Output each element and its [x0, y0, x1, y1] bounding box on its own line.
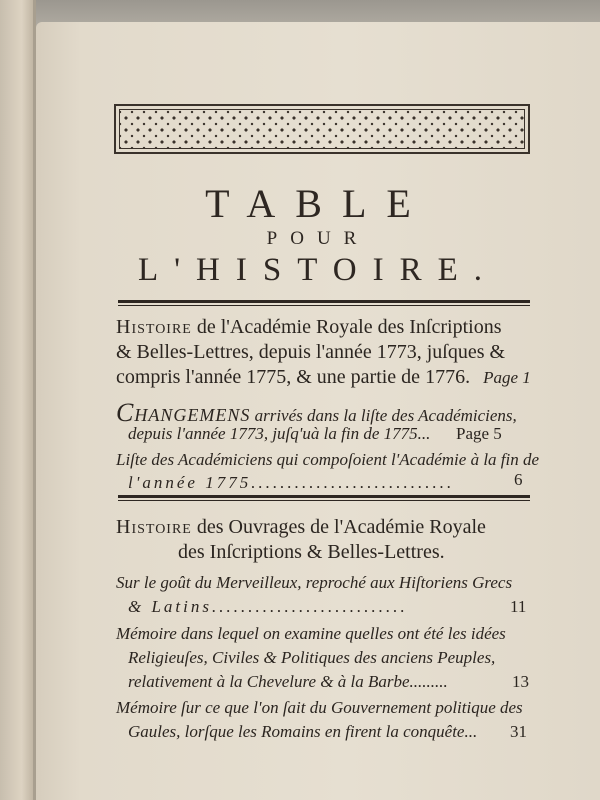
entry-line: Gaules, lorſque les Romains en firent la conquête...	[128, 722, 478, 741]
entry-line: Mémoire dans lequel on examine quelles ont été les idées	[116, 624, 506, 643]
page-number: Page 5	[456, 424, 502, 443]
title-histoire: L'HISTOIRE.	[137, 252, 499, 288]
entry-line: Mémoire ſur ce que l'on ſait du Gouvernement politique des	[116, 698, 523, 717]
title-pour: POUR	[266, 228, 370, 249]
entry-line	[116, 316, 501, 339]
entry-line	[128, 597, 408, 617]
page-number: Page 1	[483, 368, 531, 387]
entry-line	[116, 366, 531, 389]
book-page	[36, 22, 600, 800]
entry-lead: Histoire	[116, 316, 192, 338]
entry-text: & Latins...........................	[128, 597, 408, 616]
entry-line: Liſte des Académiciens qui compoſoient l'Académie à la fin de	[116, 450, 540, 469]
entry-text: l'année 1775............................	[128, 473, 455, 492]
page-number: 31	[510, 722, 527, 741]
title-table: TABLE	[205, 181, 431, 226]
divider-rule-thin	[118, 305, 530, 306]
facing-page-edge	[0, 0, 36, 800]
entry-line: relativement à la Chevelure & à la Barbe.........	[128, 672, 448, 691]
page-number: 6	[514, 470, 523, 489]
page-number: 11	[510, 597, 527, 616]
divider-rule-thin	[118, 500, 530, 501]
entry-text: arrivés dans la liſte des Académiciens,	[250, 406, 517, 425]
entry-text: des Ouvrages de l'Académie Royale	[191, 516, 486, 538]
page-number: 13	[512, 672, 529, 691]
entry-text: compris l'année 1775, & une partie de 1776.	[116, 366, 471, 388]
entry-line: Religieuſes, Civiles & Politiques des anciens Peuples,	[128, 648, 496, 667]
entry-text: de l'Académie Royale des Inſcriptions	[191, 316, 502, 338]
fleuron-ornament-band	[114, 104, 530, 154]
entry-line	[128, 473, 454, 493]
divider-rule	[118, 300, 530, 303]
entry-lead: Histoire	[116, 516, 192, 538]
entry-line	[116, 516, 486, 539]
entry-line: depuis l'année 1773, juſq'uà la fin de 1775...	[128, 424, 431, 443]
entry-lead: Changemens	[116, 398, 251, 427]
divider-rule	[118, 495, 530, 498]
entry-line: & Belles-Lettres, depuis l'année 1773, juſques &	[116, 341, 506, 363]
entry-line: des Inſcriptions & Belles-Lettres.	[178, 541, 445, 563]
entry-line: Sur le goût du Merveilleux, reproché aux Hiſtoriens Grecs	[116, 573, 513, 592]
